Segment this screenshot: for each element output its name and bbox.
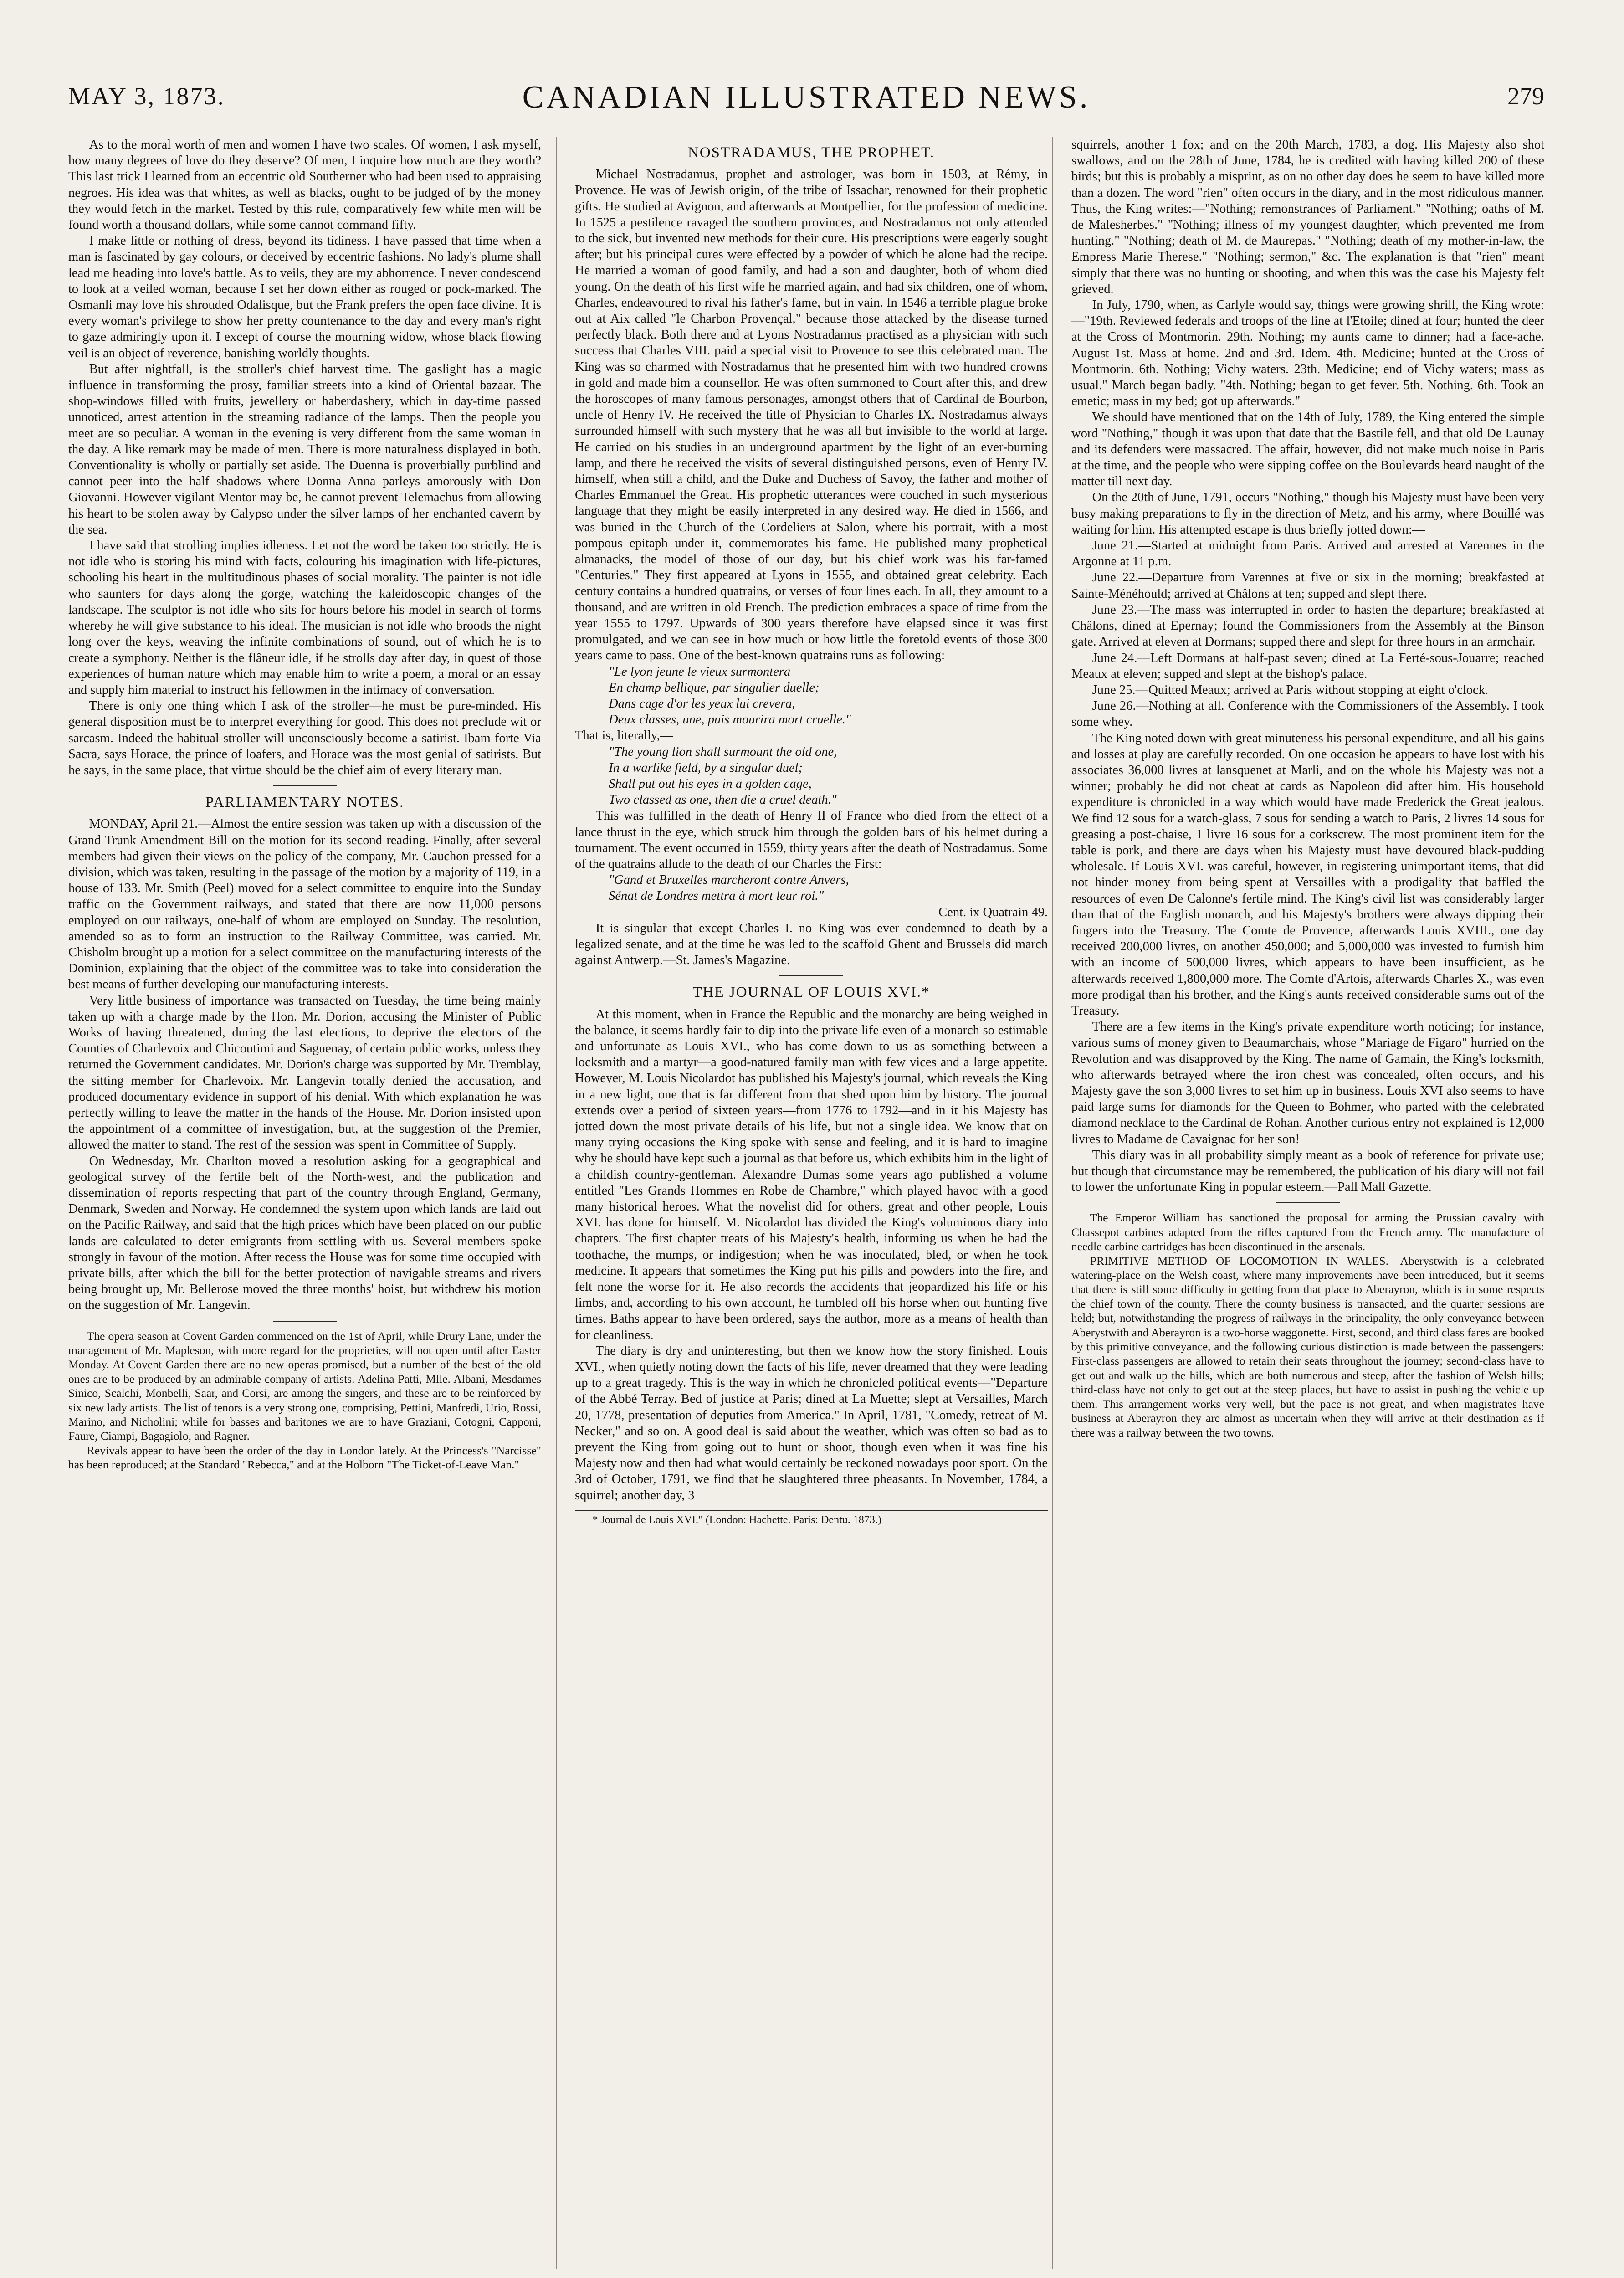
parliamentary-notes-heading: PARLIAMENTARY NOTES. <box>205 794 405 811</box>
article-paragraph: The King noted down with great minuteness his personal expenditure, and all his gains and losses at play are carefully recorded. On one occasion he appears to have lost with his associates 36,000 livres at lansquenet at Marli, and on the whole his Majesty was not a winner; probably he did not cheat at cards as Napoleon did after him. His household expenditure is chronicled in a way which would have made Frederick the Great jealous. We find 12 sous for a watch-glass, 7 sous for sending a watch to Paris, 2 livres 14 sous for greasing a post-chaise, 1 livre 16 sous for a corkscrew. The most prominent item for the table is pork, and there are days when his Majesty must have devoured black-pudding wholesale. If Louis XVI. was careful, however, in registering unimportant items, that did not hinder money from being spent at Versailles with a prodigality that baffled the resources of even De Calonne's fertile mind. The King's civil list was considerably larger than that of the English monarch, and his Majesty's brothers were always dipping their fingers into the Treasury. The Comte de Provence, afterwards Louis XVIII., one day received 200,000 livres, on another 450,000; and 5,000,000 was invested to furnish him with an income of 500,000 livres, which appears to have been insufficient, as he afterwards received 1,800,000 more. The Comte d'Artois, afterwards Charles X., was even more prodigal than his brother, and the King's aunts received considerable sums out of the Treasury. <box>1071 731 1544 1018</box>
diary-entry: June 22.—Departure from Varennes at five or six in the morning; breakfasted at Sainte-Ménéhould; arrived at Châlons at ten; supped and slept there. <box>1071 570 1544 601</box>
masthead <box>68 73 1544 129</box>
diary-entry: June 21.—Started at midnight from Paris. Arrived and arrested at Varennes in the Argonne at 11 p.m. <box>1071 539 1544 569</box>
article-paragraph: On the 20th of June, 1791, occurs "Nothing," though his Majesty must have been very busy making preparations to fly in the direction of Metz, and his army, where Bouillé was waiting for him. His attempted escape is thus briefly jotted down:— <box>1071 490 1544 537</box>
section-divider <box>273 1321 337 1322</box>
quatrain-line: Two classed as one, then die a cruel death." <box>609 793 837 807</box>
article-paragraph: This diary was in all probability simply meant as a book of reference for private use; but though that circumstance may be remembered, the publication of his diary will not fail to lower the unfortunate King in popular esteem.—Pall Mall Gazette. <box>1071 1148 1544 1195</box>
article-paragraph: squirrels, another 1 fox; and on the 20th March, 1783, a dog. His Majesty also shot swallows, and on the 28th of June, 1784, he is credited with having killed 200 of these birds; but this is probably a misprint, as on no other day does he seem to have killed more than a dozen. The word "rien" often occurs in the diary, and in the most ridiculous manner. Thus, the King writes:—"Nothing; remonstrances of Parliament." "Nothing; oaths of M. de Malesherbes." "Nothing; illness of my youngest daughter, which prevented me from hunting." "Nothing; death of M. de Maurepas." "Nothing; death of my mother-in-law, the Empress Marie Therese." "Nothing; sermon," &c. The explanation is that "rien" meant simply that there was no hunting or shooting, and when this was the case his Majesty felt grieved. <box>1071 138 1544 296</box>
newspaper-title: CANADIAN ILLUSTRATED NEWS. <box>522 80 1091 115</box>
article-paragraph: The diary is dry and uninteresting, but then we know how the story finished. Louis XVI., when quietly noting down the facts of his life, never dreamed that they were leading up to a great tragedy. This is the way in which he chronicled political events—"Departure of the Abbé Terray. Bed of justice at Paris; dined at La Muette; slept at Versailles, March 20, 1778, presentation of deputies from America." In April, 1781, "Comedy, retreat of M. Necker," and so on. A good deal is said about the weather, which was often so bad as to prevent the King from going out to hunt or shoot, though even when it was fine his Majesty now and then had what would certainly be reckoned nowadays poor sport. On the 3rd of October, 1791, we find that he slaughtered three pheasants. In November, 1784, a squirrel; another day, 3 <box>575 1344 1048 1503</box>
diary-entry: June 25.—Quitted Meaux; arrived at Paris without stopping at eight o'clock. <box>1092 682 1489 697</box>
article-paragraph: The Emperor William has sanctioned the proposal for arming the Prussian cavalry with Chassepot carbines adapted from the rifles captured from the French army. The manufacture of needle carbine cartridges has been discontinued in the arsenals. <box>1071 1211 1544 1253</box>
article-paragraph: That is, literally,— <box>575 729 673 743</box>
article-paragraph: At this moment, when in France the Republic and the monarchy are being weighed in the balance, it seems hardly fair to dip into the private life even of a monarch so estimable and unfortunate as Louis XVI., who has come down to us as something between a locksmith and a martyr—a good-natured family man with few vices and a large appetite. However, M. Louis Nicolardot has published his Majesty's journal, which reveals the King in a new light, one that is far different from that shed upon him by history. The journal extends over a period of sixteen years—from 1776 to 1792—and in it his Majesty has jotted down the most private details of his life, but not a single idea. We know that on many trying occasions the King spoke with sense and feeling, and it is hard to imagine why he should have kept such a journal as that before us, which exhibits him in the light of a childish country-gentleman. Alexandre Dumas some years ago published a volume entitled "Les Grands Hommes en Robe de Chambre," which played havoc with a good many historical heroes. What the novelist did for others, great and other people, Louis XVI. has done for himself. M. Nicolardot has divided the King's voluminous diary into chapters. The first chapter treats of his Majesty's health, informing us when he had the toothache, the mumps, or indigestion; when he was inoculated, bled, or when he took medicine. It appears that sometimes the King put his pills and powders into the fire, and felt none the worse for it. He also records the accidents that jeopardized his life or his limbs, and, according to his own account, he tumbled off his horse when out hunting five times. Baths appear to have been ordered, says the author, more as a means of health than for cleanliness. <box>575 1007 1048 1342</box>
louis-journal-heading: THE JOURNAL OF LOUIS XVI.* <box>692 984 930 1001</box>
issue-date: MAY 3, 1873. <box>68 82 225 110</box>
article-paragraph: But after nightfall, is the stroller's chief harvest time. The gaslight has a magic influence in transforming the prosy, familiar streets into a kind of Oriental bazaar. The shop-windows filled with fruits, jewellery or haberdashery, which in day-time passed unnoticed, arrest attention in the streaming radiance of the lamps. Then the people you meet are so peculiar. A woman in the evening is very different from the same woman in the day. A like remark may be made of men. There is more naturalness displayed in both. Conventionality is wholly or partially set aside. The Duenna is proverbially purblind and cannot peer into the half shadows where Donna Anna parleys amorously with Don Giovanni. However vigilant Mentor may be, he cannot prevent Telemachus from allowing his heart to be stolen away by Calypso under the silver lamps of her enchanted cavern by the sea. <box>68 362 541 537</box>
article-paragraph: I make little or nothing of dress, beyond its tidiness. I have passed that time when a man is fascinated by gay colours, or deceived by eccentric fashions. No lady's plume shall lead me heading into love's battle. As to veils, they are my abhorrence. I never condescend to look at a veiled woman, because I set her down either as rouged or pock-marked. The Osmanli may love his shrouded Odalisque, but the Frank prefers the open face divine. It is every woman's privilege to show her pretty countenance to the day and every man's right to gaze admiringly upon it. I except of course the mourning widow, whose black flowing veil is an object of reverence, banishing worldly thoughts. <box>68 234 541 360</box>
article-paragraph: The opera season at Covent Garden commenced on the 1st of April, while Drury Lane, under the management of Mr. Mapleson, with more regard for the proprieties, will not open until after Easter Monday. At Covent Garden there are no new operas promised, but a number of the best of the old ones are to be produced by an admirable company of artists. Adelina Patti, Mlle. Albani, Mesdames Sinico, Scalchi, Monbelli, Saar, and Corsi, are among the singers, and these are to be reinforced by six new lady artists. The list of tenors is a very strong one, comprising, Pettini, Manfredi, Urio, Rossi, Marino, and Nicholini; while for basses and baritones we are to have Graziani, Cotogni, Capponi, Faure, Ciampi, Bagagiolo, and Ragner. <box>68 1329 541 1443</box>
nostradamus-heading: NOSTRADAMUS, THE PROPHET. <box>687 144 935 161</box>
quatrain-line: "Le lyon jeune le vieux surmontera <box>609 664 791 679</box>
article-paragraph: It is singular that except Charles I. no King was ever condemned to death by a legalized senate, and at the time he was led to the scaffold Ghent and Brussels did march against Antwerp.—St. James's Magazine. <box>575 921 1048 968</box>
article-paragraph: As to the moral worth of men and women I have two scales. Of women, I ask myself, how many degrees of love do they deserve? Of men, I inquire how much are they worth? This last trick I learned from an eccentric old Southerner who had been used to appraising negroes. His idea was that whites, as well as blacks, ought to be judged of by the money they would fetch in the market. Tested by this rule, comparatively few white men will be found worth a thousand dollars, while some cannot command fifty. <box>68 138 541 232</box>
column-1 <box>68 137 541 2269</box>
article-paragraph: PRIMITIVE METHOD OF LOCOMOTION IN WALES.—Aberystwith is a celebrated watering-place on the Welsh coast, where many improvements have been introduced, but it seems that there is still some difficulty in getting from that place to Aberayron, which is in some respects the chief town of the county. There the county business is transacted, and the quarter sessions are held; but, notwithstanding the progress of railways in the principality, the only conveyance between Aberystwith and Aberayron is a two-horse waggonette. First, second, and third class fares are booked by this primitive conveyance, and the following curious distinction is made between the passengers: First-class passengers are allowed to retain their seats throughout the journey; second-class have to get out and walk up the hills, which are both numerous and steep, after the fashion of Welsh hills; third-class have not only to get out at the steep places, but have to assist in pushing the vehicle up them. This arrangement works very well, but the pace is not great, and when magistrates have business at Aberayron they are almost as uncertain when they will arrive at their destination as if there was a railway between the two towns. <box>1071 1254 1544 1439</box>
quatrain-line: "Gand et Bruxelles marcheront contre Anvers, <box>609 873 849 888</box>
diary-entry: June 23.—The mass was interrupted in order to hasten the departure; breakfasted at Châlons, dined at Epernay; found the Commissioners from the Assembly at the Binson gate. Arrived at eleven at Dormans; supped there and slept for three hours in an armchair. <box>1071 602 1544 649</box>
section-divider <box>1276 1202 1340 1203</box>
column-rule <box>1052 137 1053 2269</box>
quatrain-line: "The young lion shall surmount the old one, <box>609 744 837 759</box>
quatrain-line: Deux classes, une, puis mourira mort cruelle." <box>609 713 851 727</box>
article-paragraph: We should have mentioned that on the 14th of July, 1789, the King entered the simple word "Nothing," though it was upon that date that the Bastile fell, and that old De Launay and its defenders were massacred. The affair, however, did not make much noise in Paris at the time, and the people who were sipping coffee on the Boulevards heard naught of the matter till next day. <box>1071 410 1544 489</box>
diary-entry: June 24.—Left Dormans at half-past seven; dined at La Ferté-sous-Jouarre; reached Meaux at eleven; supped and slept at the bishop's palace. <box>1071 651 1544 681</box>
quatrain-line: En champ bellique, par singulier duelle; <box>609 680 820 695</box>
section-divider <box>273 785 337 786</box>
article-paragraph: There is only one thing which I ask of the stroller—he must be pure-minded. His general disposition must be to interpret everything for good. This does not preclude wit or sarcasm. Indeed the habitual stroller will unconsciously become a satirist. Ibam forte Via Sacra, says Horace, the prince of loafers, and Horace was the most genial of satirists. But he says, in the same place, that virtue should be the chief aim of every literary man. <box>68 699 541 777</box>
column-rule <box>556 137 557 2269</box>
article-paragraph: This was fulfilled in the death of Henry II of France who died from the effect of a lance thrust in the eye, which struck him through the golden bars of his helmet during a tournament. The event occurred in 1559, thirty years after the death of Nostradamus. Some of the quatrains allude to the death of our Charles the First: <box>575 809 1048 871</box>
article-paragraph: Michael Nostradamus, prophet and astrologer, was born in 1503, at Rémy, in Provence. He was of Jewish origin, of the tribe of Issachar, renowned for their prophetic gifts. He studied at Avignon, and afterwards at Montpellier, for the profession of medicine. In 1525 a pestilence ravaged the southern provinces, and Nostradamus not only attended to the sick, but invented new methods for their cure. His prescriptions were eagerly sought after; but his principal cures were effected by a powder of which he alone had the recipe. He married a woman of good family, and had a son and daughter, both of whom died young. On the death of his first wife he married again, and had six children, one of whom, Charles, endeavoured to rival his father's fame, but in vain. In 1546 a terrible plague broke out at Aix called "le Charbon Provençal," because those attacked by the disease turned perfectly black. Both there and at Lyons Nostradamus practised as a physician with such success that Charles VIII. paid a special visit to Provence to see this celebrated man. The King was so charmed with Nostradamus that he presented him with two hundred crowns in gold and made him a counsellor. He was often summoned to Court after this, and drew the horoscopes of many famous personages, amongst others that of Cardinal de Bourbon, uncle of Henry IV. He received the title of Physician to Charles IX. Nostradamus always surrounded himself with such mystery that he was all but invisible to the world at large. He carried on his studies in an underground apartment by the light of an ever-burning lamp, and there he received the visits of several distinguished persons, even of Henry IV. himself, when still a child, and the Duke and Duchess of Savoy, the father and mother of Charles Emmanuel the Great. His prophetic utterances were couched in such mysterious language that they might be easily interpreted in any desired way. He died in 1566, and was buried in the Church of the Cordeliers at Salon, where his portrait, with a most pompous epitaph under it, commemorates his fame. He published many prophetical almanacks, the model of those of our day, but his chief work was his far-famed "Centuries." They first appeared at Lyons in 1555, and obtained great celebrity. Each century contains a hundred quatrains, or verses of four lines each. In all, they amount to a thousand, and are written in old French. The prediction embraces a space of time from the year 1555 to 1797. Upwards of 300 years therefore have elapsed since it was first promulgated, and we can see in how much or how little the foretold events of those 300 years came to pass. One of the best-known quatrains runs as following: <box>575 167 1048 663</box>
footnote: * Journal de Louis XVI." (London: Hachette. Paris: Dentu. 1873.) <box>575 1510 1048 1527</box>
quatrain-line: Shall put out his eyes in a golden cage, <box>609 776 812 791</box>
article-paragraph: There are a few items in the King's private expenditure worth noticing; for instance, various sums of money given to Beaumarchais, whose "Mariage de Figaro" hurried on the Revolution and was disapproved by the King. The name of Gamain, the King's locksmith, who afterwards betrayed where the iron chest was concealed, often occurs, and his Majesty gave the son 3,000 livres to set him up in business. Louis XVI also seems to have paid large sums for diamonds for the Queen to Bohmer, who parted with the celebrated diamond necklace to the Cardinal de Rohan. Another curious entry not explained is 12,000 livres to Madame de Cavaignac for her son! <box>1071 1020 1544 1146</box>
quatrain-line: Dans cage d'or les yeux lui crevera, <box>609 696 795 711</box>
quatrain-line: Sénat de Londres mettra à mort leur roi." <box>609 889 824 903</box>
diary-entry: June 26.—Nothing at all. Conference with the Commissioners of the Assembly. I took some whey. <box>1071 699 1544 729</box>
article-paragraph: Revivals appear to have been the order of the day in London lately. At the Princess's "Narcisse" has been reproduced; at the Standard "Rebecca," and at the Holborn "The Ticket-of-Leave Man." <box>68 1443 541 1472</box>
column-2 <box>575 137 1048 2269</box>
page-number: 279 <box>1507 82 1544 110</box>
article-paragraph: Very little business of importance was transacted on Tuesday, the time being mainly taken up with a charge made by the Hon. Mr. Dorion, accusing the Minister of Public Works of having threatened, during the last elections, to deprive the electors of the Counties of Charlevoix and Chicoutimi and Saguenay, of certain public works, unless they returned the Government candidates. Mr. Dorion's charge was supported by Mr. Tremblay, the sitting member for Charlevoix. Mr. Langevin totally denied the accusation, and produced documentary evidence in support of his denial. With which explanation he was perfectly willing to leave the matter in the hands of the House. Mr. Dorion insisted upon the appointment of a committee of investigation, but, at the suggestion of the Premier, allowed the matter to stand. The rest of the session was spent in Committee of Supply. <box>68 993 541 1152</box>
article-paragraph: MONDAY, April 21.—Almost the entire session was taken up with a discussion of the Grand Trunk Amendment Bill on the motion for its second reading. Finally, after several members had given their views on the policy of the company, Mr. Cauchon pressed for a division, which was taken, resulting in the passage of the motion by a majority of 119, in a house of 133. Mr. Smith (Peel) moved for a select committee to enquire into the Sunday traffic on the Government railways, and stated that there are now 11,000 persons employed on our railways, one-half of whom are employed on Sunday. The resolution, amended so as to form an instruction to the Railway Committee, was carried. Mr. Chisholm brought up a motion for a select committee on the manufacturing interests of the Dominion, explaining that the object of the committee was to take into consideration the best means of further developing our manufacturing interests. <box>68 817 541 992</box>
quatrain-line: In a warlike field, by a singular duel; <box>609 760 803 775</box>
column-3 <box>1071 137 1544 2269</box>
section-divider <box>779 975 843 976</box>
article-paragraph: In July, 1790, when, as Carlyle would say, things were growing shrill, the King wrote:—"19th. Reviewed federals and troops of the line at l'Etoile; dined at four; hunted the deer at the Cross of Montmorin. 29th. Nothing; my aunts came to dinner; had a face-ache. August 1st. Mass at home. 2nd and 3rd. Idem. 4th. Medicine; hunted at the Cross of Montmorin. 6th. Nothing; Vichy waters. 23th. Medicine; end of Vichy waters; mass as usual." March began badly. "4th. Nothing; began to get fever. 5th. Nothing. 6th. Took an emetic; mass in my bed; got up afterwards." <box>1071 298 1544 409</box>
quatrain-reference: Cent. ix Quatrain 49. <box>938 905 1048 919</box>
article-paragraph: On Wednesday, Mr. Charlton moved a resolution asking for a geographical and geological survey of the fertile belt of the North-west, and the publication and dissemination of reports respecting that part of the country through England, Germany, Denmark, Sweden and Norway. He condemned the system upon which lands are laid out on the Pacific Railway, and said that the high prices which have been placed on our public lands are calculated to deter emigrants from settling with us. Several members spoke strongly in favour of the motion. After recess the House was for some time occupied with private bills, after which the bill for the better protection of navigable streams and rivers being brought up, Mr. Bellerose moved the three months' hoist, but withdrew his motion on the suggestion of Mr. Langevin. <box>68 1154 541 1313</box>
article-paragraph: I have said that strolling implies idleness. Let not the word be taken too strictly. He is not idle who is storing his mind with facts, colouring his imagination with life-pictures, schooling his heart in the multitudinous phases of social morality. The painter is not idle who saunters for days along the gorge, watching the kaleidoscopic changes of the landscape. The sculptor is not idle who sits for hours before his model in search of forms whereby he will give substance to his ideal. The musician is not idle who broods the night long over the keys, weaving the infinite combinations of sound, out of which he is to create a symphony. Neither is the flâneur idle, if he strolls day after day, in quest of those experiences of human nature which may enable him to write a poem, a moral or an essay and supply him material to instruct his fellowmen in the intimacy of conversation. <box>68 539 541 697</box>
